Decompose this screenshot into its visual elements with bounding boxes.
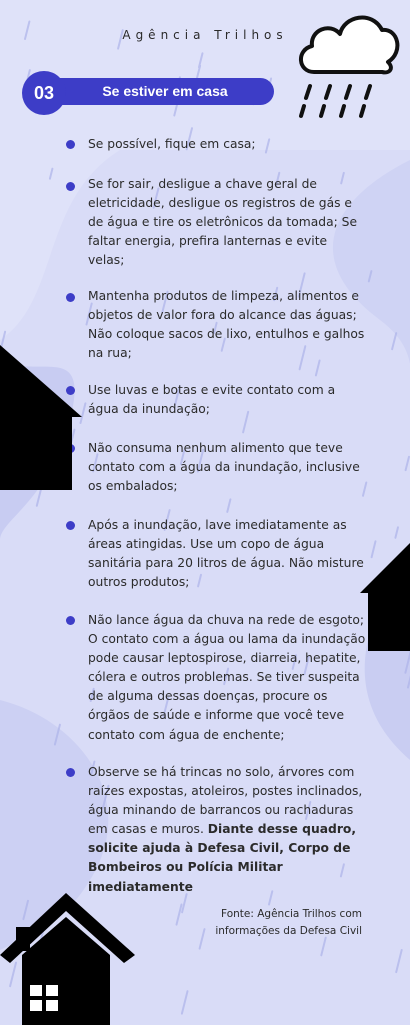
- section-title: Se estiver em casa: [102, 83, 228, 99]
- house-icon: [360, 543, 410, 651]
- item-text: Se for sair, desligue a chave geral de eletricidade, desligue os registros de gás e de água e tire os eletrônicos da tomada; Se faltar energia, prefira lanternas e evite velas;: [88, 177, 358, 268]
- item-text: [88, 763, 366, 897]
- brand-name: Agência Trilhos: [122, 28, 288, 42]
- item-text-bold: Diante desse quadro, solicite ajuda à Defesa Civil, Corpo de Bombeiros ou Polícia Militar imediatamente: [88, 822, 357, 894]
- bullet-icon: [66, 293, 75, 302]
- item-text: Se possível, fique em casa;: [88, 137, 256, 151]
- item-text: Mantenha produtos de limpeza, alimentos e objetos de valor fora do alcance das águas; Não coloque sacos de lixo, entulhos e galhos na rua;: [88, 289, 365, 361]
- bullet-icon: [66, 140, 75, 149]
- item-text-regular: Observe se há trincas no solo, árvores com raízes expostas, atoleiros, postes inclinados, água minando de barrancos ou rachaduras em casas e muros.: [88, 765, 363, 837]
- bullet-icon: [66, 521, 75, 530]
- source-credit: Fonte: Agência Trilhos com informações da Defesa Civil: [215, 908, 362, 937]
- item-text: Não lance água da chuva na rede de esgoto; O contato com a água ou lama da inundação pode causar leptospirose, diarreia, hepatite, cólera e outros problemas. Se tiver suspeita de alguma dessas doenças, procure os órgãos de saúde e informe que você teve contato com água de enchente;: [88, 613, 366, 742]
- item-text: Use luvas e botas e evite contato com a água da inundação;: [88, 383, 336, 417]
- house-icon: [0, 345, 82, 490]
- item-text: Após a inundação, lave imediatamente as áreas atingidas. Use um copo de água sanitária para 20 litros de água. Não misture outros produtos;: [88, 518, 364, 590]
- bullet-icon: [66, 616, 75, 625]
- item-text: Não consuma nenhum alimento que teve contato com a água da inundação, inclusive os embalados;: [88, 441, 360, 494]
- section-number: 03: [22, 71, 66, 115]
- bullet-icon: [66, 182, 75, 191]
- bullet-icon: [66, 768, 75, 777]
- house-icon: [0, 893, 135, 1025]
- rain-cloud-icon: [292, 6, 404, 124]
